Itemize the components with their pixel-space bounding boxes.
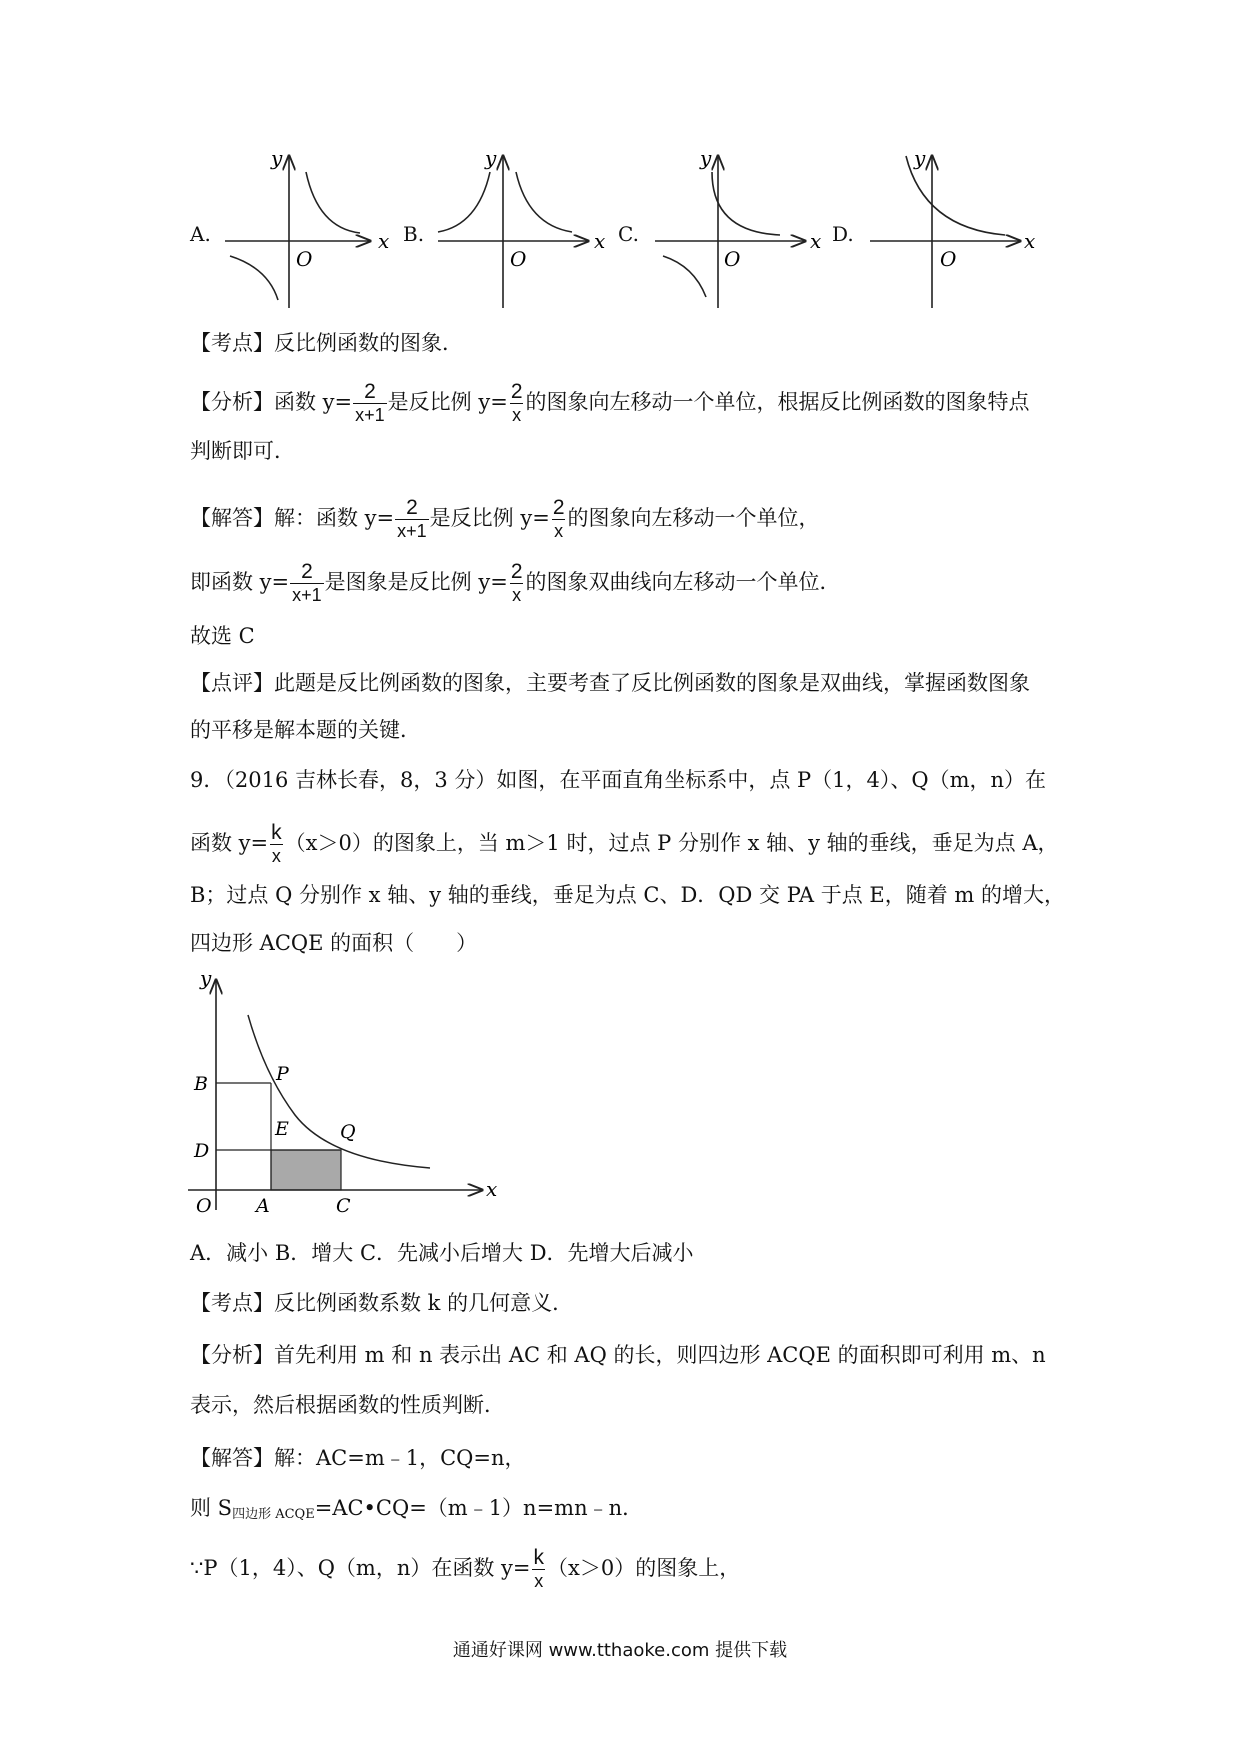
graph-b-x-label: x: [594, 229, 606, 253]
q8-fenxi-line2: 判断即可．: [190, 439, 295, 463]
q8-ji-mid: 是图象是反比例 y=: [324, 570, 508, 594]
q9-stem-line4: 四边形 ACQE 的面积（ ）: [190, 931, 478, 955]
q8-jieda-suffix: 的图象向左移动一个单位，: [567, 506, 820, 530]
q9-label-y: y: [200, 966, 212, 990]
q9-label-e: E: [275, 1118, 289, 1140]
q9-fenxi-line1: 【分析】首先利用 m 和 n 表示出 AC 和 AQ 的长，则四边形 ACQE 的面积即可利用 m、n: [190, 1343, 1046, 1367]
q8-ji-frac2: $\frac{2}{x}$: [510, 560, 523, 605]
graph-c-origin-label: O: [724, 247, 741, 271]
q9-label-d: D: [194, 1140, 210, 1162]
q9-curve: [248, 1015, 430, 1168]
q8-fenxi-prefix: 【分析】函数 y=: [190, 390, 353, 414]
q8-fenxi: [190, 381, 1030, 426]
q8-kaodian: 【考点】反比例函数的图象．: [190, 331, 463, 355]
q9-stem-line2-suffix: （x＞0）的图象上，当 m＞1 时，过点 P 分别作 x 轴、y 轴的垂线，垂足为点 A，: [284, 831, 1059, 855]
q9-stem-frac: $\frac{k}{x}$: [271, 821, 282, 866]
q9-shaded-acqe: [271, 1150, 341, 1190]
q8-fenxi-frac2: $\frac{2}{x}$: [510, 380, 523, 425]
q9-label-b: B: [194, 1073, 208, 1095]
q8-fenxi-mid: 是反比例 y=: [387, 390, 508, 414]
q9-label-a: A: [256, 1195, 270, 1217]
option-b-label: B.: [403, 222, 425, 246]
q9-because-suffix: （x＞0）的图象上，: [547, 1556, 741, 1580]
option-a-label: A.: [190, 222, 211, 246]
q9-stem-line3: B；过点 Q 分别作 x 轴、y 轴的垂线，垂足为点 C、D．QD 交 PA 于点 E，随着 m 的增大，: [190, 883, 1066, 907]
q8-ji: [190, 561, 841, 606]
q8-ji-prefix: 即函数 y=: [190, 570, 290, 594]
option-c-label: C.: [618, 222, 639, 246]
q9-jieda-line2-suffix: =AC•CQ=（m﹣1）n=mn﹣n．: [314, 1496, 644, 1520]
option-d-label: D.: [832, 222, 854, 246]
q9-figure: [180, 960, 510, 1222]
q8-dianping-line1: 【点评】此题是反比例函数的图象，主要考查了反比例函数的图象是双曲线，掌握函数图象: [190, 671, 1030, 695]
q8-jieda-mid: 是反比例 y=: [429, 506, 550, 530]
graph-a-origin-label: O: [296, 247, 313, 271]
graph-d-origin-label: O: [940, 247, 957, 271]
graph-c-x-label: x: [810, 229, 822, 253]
q8-jieda-frac1: $\frac{2}{x+1}$: [397, 496, 427, 541]
q8-jieda-prefix: 【解答】解：函数 y=: [190, 506, 395, 530]
q9-because: [190, 1547, 740, 1592]
graph-d-x-label: x: [1024, 229, 1036, 253]
graph-b-y-label: y: [485, 146, 497, 170]
q9-label-c: C: [336, 1195, 351, 1217]
q8-fenxi-frac1: $\frac{2}{x+1}$: [355, 380, 385, 425]
q9-label-x: x: [486, 1177, 498, 1201]
q9-label-p: P: [276, 1063, 289, 1085]
q8-ji-suffix: 的图象双曲线向左移动一个单位．: [525, 570, 841, 594]
q8-answer: 故选 C: [190, 624, 255, 648]
q8-jieda: [190, 497, 820, 542]
graph-b: [438, 146, 605, 308]
q8-fenxi-suffix: 的图象向左移动一个单位，根据反比例函数的图象特点: [525, 390, 1030, 414]
q8-ji-frac1: $\frac{2}{x+1}$: [292, 560, 322, 605]
graph-d-y-label: y: [914, 146, 926, 170]
q9-jieda-line2-sub: 四边形 ACQE: [232, 1507, 315, 1522]
option-graphs: [0, 140, 1240, 320]
graph-a-x-label: x: [378, 229, 390, 253]
q8-jieda-frac2: $\frac{2}{x}$: [552, 496, 565, 541]
graph-b-origin-label: O: [510, 247, 527, 271]
graph-d: [870, 146, 1035, 308]
q9-stem-line1: 9．（2016 吉林长春，8，3 分）如图，在平面直角坐标系中，点 P（1，4）、Q（m，n）在: [190, 768, 1047, 792]
q9-kaodian: 【考点】反比例函数系数 k 的几何意义．: [190, 1291, 574, 1315]
graph-c: [655, 146, 821, 308]
graph-a-y-label: y: [271, 146, 283, 170]
q9-jieda-line2-prefix: 则 S: [190, 1496, 233, 1520]
graph-c-y-label: y: [700, 146, 712, 170]
q9-stem-line2-prefix: 函数 y=: [190, 831, 269, 855]
q9-jieda-line2: [190, 1493, 643, 1530]
q9-stem-line2: [190, 822, 1059, 867]
q9-because-frac: $\frac{k}{x}$: [533, 1546, 545, 1591]
page-footer: 通通好课网 www.tthaoke.com 提供下载: [452, 1640, 788, 1661]
q9-fenxi-line2: 表示，然后根据函数的性质判断．: [190, 1393, 505, 1417]
q9-jieda-line1: 【解答】解：AC=m﹣1，CQ=n，: [190, 1446, 526, 1470]
graph-a: [225, 146, 389, 308]
q9-label-q: Q: [340, 1121, 356, 1143]
q9-because-prefix: ∵P（1，4）、Q（m，n）在函数 y=: [190, 1556, 531, 1580]
q9-label-o: O: [196, 1195, 212, 1217]
q8-dianping-line2: 的平移是解本题的关键．: [190, 718, 421, 742]
q9-choices: A．减小 B．增大 C．先减小后增大 D．先增大后减小: [190, 1241, 694, 1265]
